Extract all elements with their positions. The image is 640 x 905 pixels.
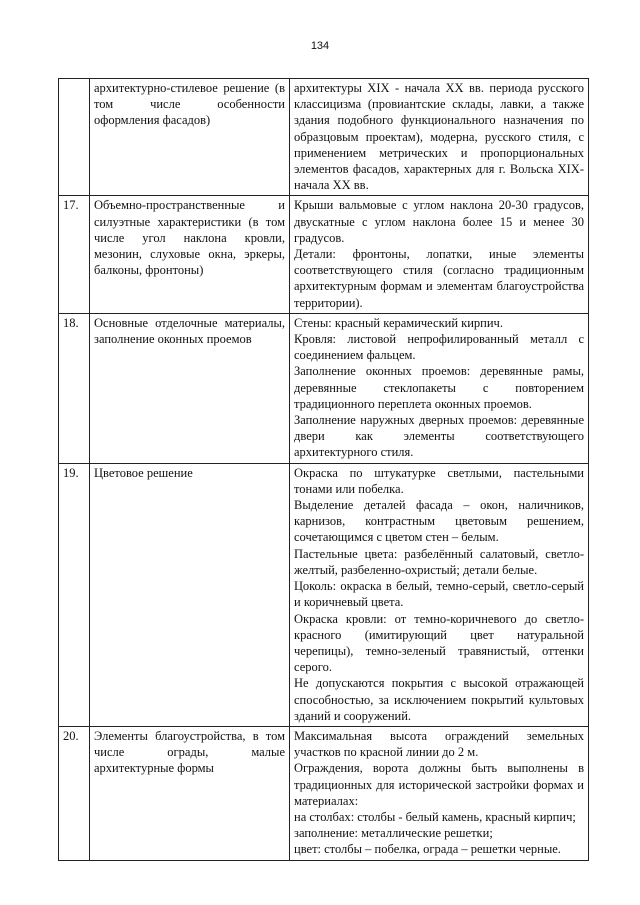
row-number: 20. (59, 726, 90, 860)
row-number (59, 79, 90, 196)
requirement-paragraph: Заполнение оконных проемов: деревянные рамы, деревянные стеклопакеты с повторением традиционного переплета оконных проемов. (294, 364, 584, 411)
page-number: 134 (310, 40, 330, 52)
requirement-paragraph: Максимальная высота ограждений земельных участков по красной линии до 2 м. (294, 728, 584, 760)
requirement-description (290, 196, 589, 313)
requirement-description (290, 726, 589, 860)
requirement-paragraph: Крыши вальмовые с углом наклона 20-30 градусов, двускатные с углом наклона более 15 и менее 30 градусов. (294, 198, 584, 245)
characteristic-name: Основные отделочные материалы, заполнение оконных проемов (90, 313, 290, 463)
requirement-paragraph: Детали: фронтоны, лопатки, иные элементы соответствующего стиля (согласно традиционным архитектурным формам и элементам благоустройства территории). (294, 247, 584, 310)
characteristic-name: Цветовое решение (90, 463, 290, 726)
table-row (59, 463, 589, 726)
requirement-paragraph: Стены: красный керамический кирпич. (294, 315, 503, 330)
table-row (59, 726, 589, 860)
requirement-paragraph: Цоколь: окраска в белый, темно-серый, светло-серый и коричневый цвета. (294, 579, 584, 610)
requirements-table (58, 78, 589, 861)
requirement-paragraph: архитектуры XIX - начала XX вв. периода русского классицизма (провиантские склады, лавки, а также здания подобного функционального назначения по образцовым проектам), модерна, русского стиля, с применением метрических и пропорциональных элементов фасадов, характерных для г. Вольска XIX-начала XX вв. (294, 81, 584, 193)
characteristic-name: Объемно-пространственные и силуэтные характеристики (в том числе угол наклона кровли, мезонин, слуховые окна, эркеры, балконы, фронтоны) (90, 196, 290, 313)
table-row (59, 196, 589, 313)
requirement-paragraph: Выделение деталей фасада – окон, наличников, карнизов, контрастным цветовым решением, сочетающимся с цветом стен – белым. (294, 498, 584, 545)
requirement-description (290, 313, 589, 463)
row-number: 18. (59, 313, 90, 463)
requirement-paragraph: заполнение: металлические решетки; (294, 826, 493, 841)
row-number: 17. (59, 196, 90, 313)
requirement-paragraph: Окраска кровли: от темно-коричневого до светло-красного (имитирующий цвет натуральной черепицы), темно-зеленый травянистый, оттенки серого. (294, 611, 584, 675)
requirement-paragraph: цвет: столбы – побелка, ограда – решетки черные. (294, 842, 561, 857)
characteristic-name: Элементы благоустройства, в том числе ограды, малые архитектурные формы (90, 726, 290, 860)
requirement-paragraph: Пастельные цвета: разбелённый салатовый, светло-желтый, разбеленно-охристый; детали белые. (294, 546, 584, 577)
row-number: 19. (59, 463, 90, 726)
requirement-paragraph: Ограждения, ворота должны быть выполнены в традиционных для исторической застройки формах и материалах: (294, 761, 584, 808)
table-row (59, 79, 589, 196)
table-row (59, 313, 589, 463)
requirement-description (290, 79, 589, 196)
requirement-paragraph: на столбах: столбы - белый камень, красный кирпич; (294, 809, 576, 824)
requirement-paragraph: Окраска по штукатурке светлыми, пастельными тонами или побелка. (294, 465, 584, 496)
requirement-description (290, 463, 589, 726)
requirement-paragraph: Кровля: листовой непрофилированный металл с соединением фальцем. (294, 332, 584, 363)
requirement-paragraph: Заполнение наружных дверных проемов: деревянные двери как элементы соответствующего архитектурного стиля. (294, 413, 584, 460)
requirement-paragraph: Не допускаются покрытия с высокой отражающей способностью, за исключением покрытий культовых зданий и сооружений. (294, 676, 584, 723)
characteristic-name: архитектурно-стилевое решение (в том числе особенности оформления фасадов) (90, 79, 290, 196)
